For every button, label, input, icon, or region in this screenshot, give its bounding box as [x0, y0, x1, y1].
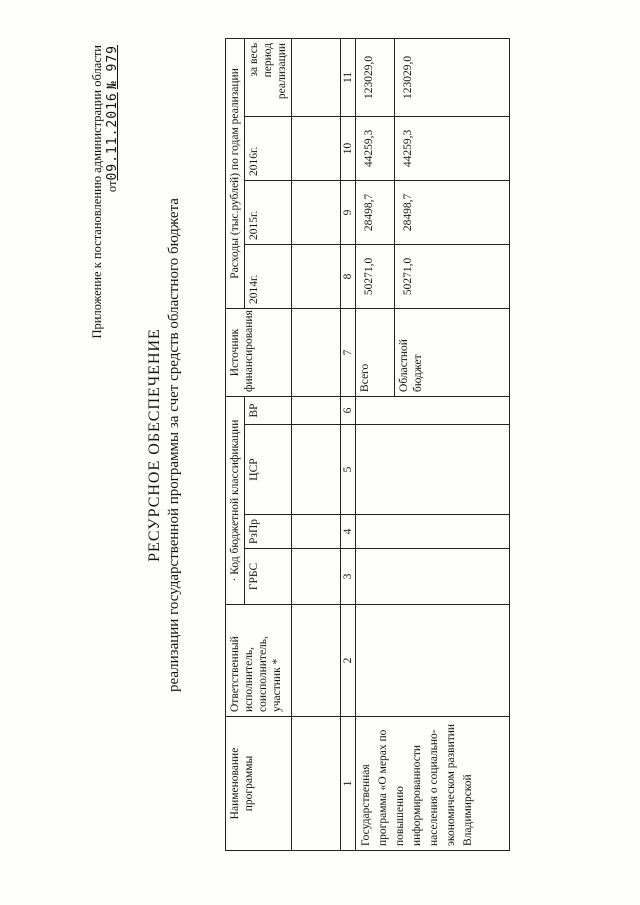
column-number-row — [341, 38, 356, 850]
appendix-line: Приложение к постановлению администрации области — [90, 45, 104, 339]
source-cell: Областной бюджет — [395, 308, 510, 396]
header-vr: ВР — [245, 396, 292, 424]
value-2015: 28498,7 — [356, 180, 395, 244]
column-number: 2 — [341, 605, 356, 717]
source-cell: Всего — [356, 308, 395, 396]
executor-cell — [356, 605, 510, 717]
value-2015: 28498,7 — [395, 180, 510, 244]
column-number: 1 — [341, 717, 356, 851]
header-row-1 — [226, 38, 245, 850]
header-spacer-row — [292, 38, 341, 850]
appendix-date: 09.11.2016 — [105, 92, 120, 181]
document-subtitle: реализации государственной программы за счет средств областного бюджета — [166, 198, 182, 692]
csr-cell — [356, 425, 510, 515]
header-expenses: Расходы (тыс.рублей) по годам реализации — [226, 38, 245, 308]
column-number: 3 — [341, 549, 356, 605]
column-number: 6 — [341, 396, 356, 424]
column-number: 10 — [341, 116, 356, 180]
column-number: 4 — [341, 515, 356, 549]
value-2014: 50271,0 — [356, 244, 395, 308]
value-total: 123029,0 — [356, 38, 395, 116]
header-total: за весь период реализации — [245, 38, 292, 116]
header-executor: Ответственный исполнитель, соисполнитель, участник * — [226, 605, 292, 717]
value-2016: 44259,3 — [356, 116, 395, 180]
grbs-cell — [356, 549, 510, 605]
document-sheet — [50, 25, 610, 895]
header-2015: 2015г. — [245, 180, 292, 244]
value-2016: 44259,3 — [395, 116, 510, 180]
header-csr: ЦСР — [245, 425, 292, 515]
header-2016: 2016г. — [245, 116, 292, 180]
appendix-prefix: от — [105, 180, 119, 193]
program-name: Государственная программа «О мерах по повышению информированности населения о социально-экономическом развитии Владимирской — [356, 717, 510, 851]
header-budget-code: · Код бюджетной классификации — [226, 396, 245, 604]
header-program: Наименование программы — [226, 717, 292, 851]
table-row — [356, 38, 395, 850]
header-2014: 2014г. — [245, 244, 292, 308]
column-number: 11 — [341, 38, 356, 116]
appendix-note — [90, 45, 120, 385]
column-number: 8 — [341, 244, 356, 308]
appendix-date-line — [105, 45, 120, 385]
value-2014: 50271,0 — [395, 244, 510, 308]
appendix-number: № 979 — [105, 45, 120, 90]
header-grbs: ГРБС — [245, 549, 292, 605]
resource-table — [225, 38, 510, 851]
rotated-page — [50, 25, 610, 865]
column-number: 5 — [341, 425, 356, 515]
rzpr-cell — [356, 515, 510, 549]
vr-cell — [356, 396, 510, 424]
column-number: 7 — [341, 308, 356, 396]
document-title: РЕСУРСНОЕ ОБЕСПЕЧЕНИЕ — [146, 328, 163, 562]
column-number: 9 — [341, 180, 356, 244]
header-source: Источник финансирования — [226, 308, 292, 396]
header-rzpr: РзПр — [245, 515, 292, 549]
value-total: 123029,0 — [395, 38, 510, 116]
title-block — [145, 85, 184, 805]
